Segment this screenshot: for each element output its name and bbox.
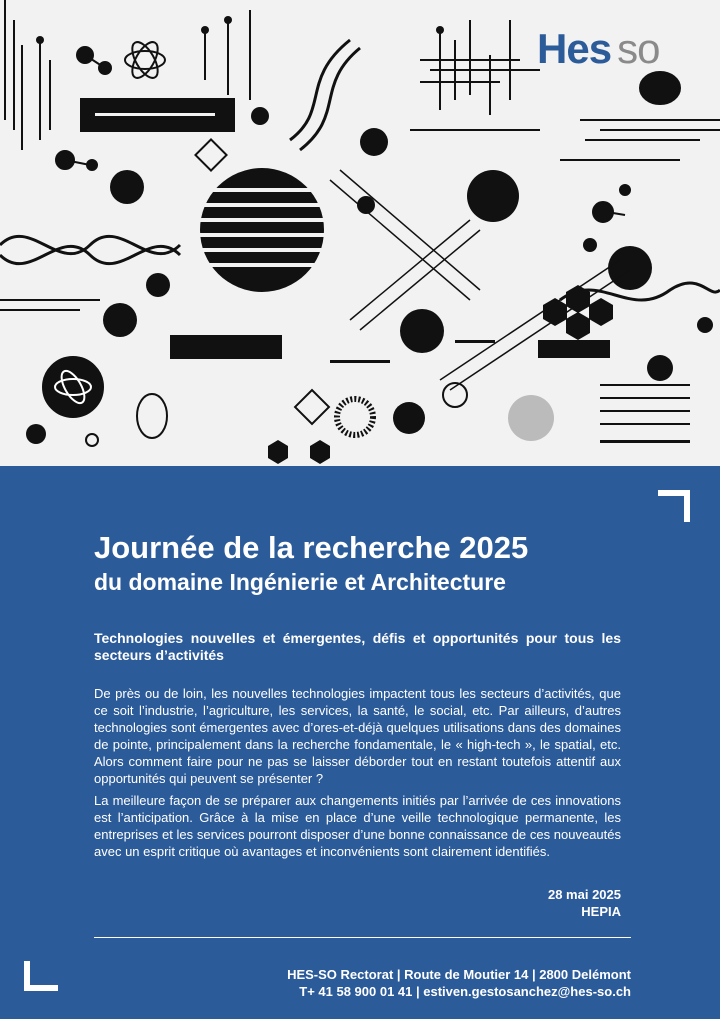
page-subtitle: du domaine Ingénierie et Architecture (94, 569, 506, 595)
footer-contact[interactable]: T+ 41 58 900 01 41 | estiven.gestosanchez@hes-so.ch (299, 984, 631, 999)
logo-primary: Hes (537, 25, 612, 72)
hero-illustration (0, 0, 720, 466)
event-place: HEPIA (581, 904, 621, 919)
page-title: Journée de la recherche 2025 (94, 530, 529, 565)
body-paragraph-2: La meilleure façon de se préparer aux changements initiés par l’arrivée de ces innovations est l’anticipation. Grâce à la mise en place d’une veille technologique permanente, les entreprises et les services pourront disposer d’une bonne connaissance de ces nouveautés avec un esprit critique où avantages et inconvénients sont clairement identifiés. (94, 793, 621, 859)
divider (94, 937, 631, 938)
corner-bracket-bottom-left-icon (24, 961, 58, 991)
content-panel (0, 466, 720, 1019)
topic-heading: Technologies nouvelles et émergentes, défis et opportunités pour tous les secteurs d’activités (94, 630, 621, 663)
hes-so-logo (537, 26, 659, 72)
body-paragraph-1: De près ou de loin, les nouvelles technologies impactent tous les secteurs d’activités, que ce soit l’industrie, l’agriculture, les services, la santé, le social, etc. Par ailleurs, d’autres technologies sont émergentes avec d’ores-et-déjà quelques utilisations dans des domaines de pointe, principalement dans la recherche fondamentale, le « high-tech », le spatial, etc. Alors comment faire pour ne pas se laisser déborder tout en restant toutefois attentif aux opportunités qui peuvent se présenter ? (94, 686, 621, 786)
corner-bracket-top-right-icon (658, 490, 690, 522)
event-date: 28 mai 2025 (547, 887, 621, 902)
logo-secondary: so (617, 25, 660, 72)
footer-address: HES-SO Rectorat | Route de Moutier 14 | 2800 Delémont (287, 967, 631, 982)
